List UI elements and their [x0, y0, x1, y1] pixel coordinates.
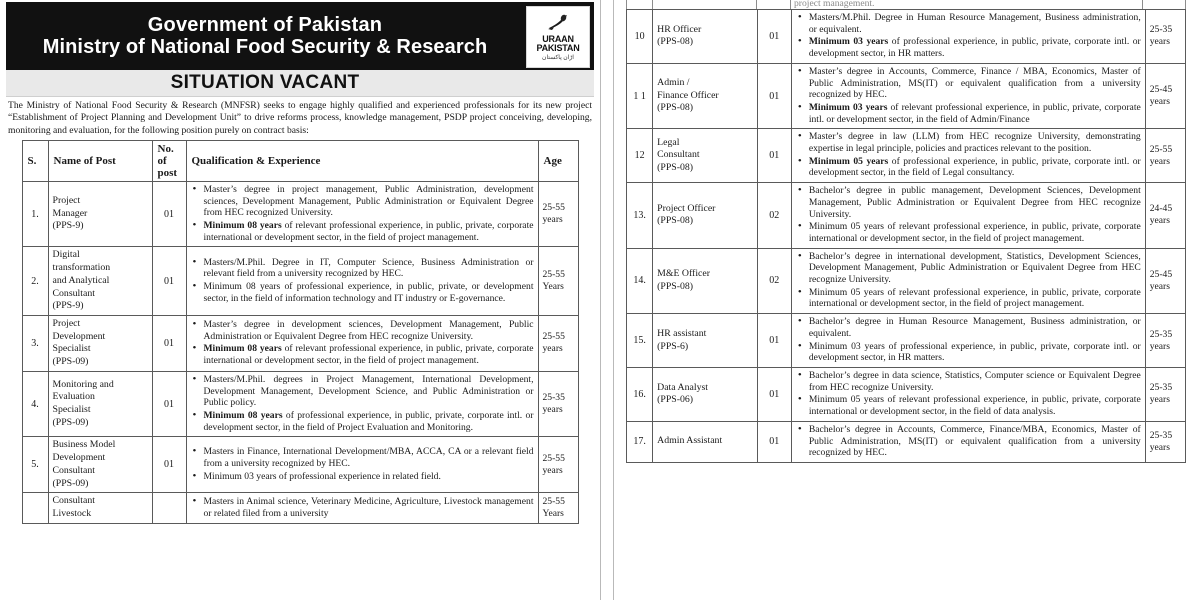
table-row — [22, 247, 578, 316]
qualification-bullet — [807, 12, 1141, 35]
qualification-bullet — [202, 471, 534, 483]
cell-age-limit: 24-45 years — [1145, 183, 1185, 249]
ministry-title: Ministry of National Food Security & Research — [42, 36, 488, 58]
uraan-pakistan-logo — [526, 6, 590, 68]
cell-serial-number: 1 1 — [627, 63, 653, 129]
post-name-lines — [53, 195, 148, 233]
post-name-lines — [657, 77, 753, 115]
cell-serial-number: 3. — [22, 315, 48, 371]
bullet-text: Bachelor’s degree in Accounts, Commerce, Finance/MBA, Economics, Master of Public Administration, MS(IT) or equivalent qualification from a university recognized by HEC. — [808, 423, 1141, 459]
post-name-line: Legal — [657, 136, 680, 148]
post-name-lines — [53, 379, 148, 430]
post-name-line: (PPS-06) — [657, 394, 694, 406]
situation-vacant-banner — [6, 70, 594, 97]
cell-name-of-post — [48, 181, 152, 247]
post-name-lines — [657, 435, 753, 448]
post-name-line: (PPS-08) — [657, 280, 694, 292]
table-row — [22, 181, 578, 247]
post-name-line: (PPS-08) — [657, 162, 694, 174]
post-name-line: Project — [52, 317, 81, 329]
cell-qualification-experience — [791, 314, 1145, 368]
qualification-bullet-list — [796, 316, 1141, 364]
qualification-bullet — [807, 102, 1141, 125]
cell-serial-number: 1. — [22, 181, 48, 247]
cell-age-limit: 25-35 years — [538, 371, 578, 437]
bullet-text: Masters/M.Phil. degrees in Project Management, International Development, Development Management, Development Science, and Public Administration or Public policy. — [203, 373, 534, 409]
cell-qualification-experience — [186, 181, 538, 247]
bullet-text: Master’s degree in Accounts, Commerce, Finance / MBA, Economics, Master of Public Administration, MS(IT) or equivalent qualification from a university recognized by HEC. — [808, 65, 1141, 101]
qualification-bullet-list — [796, 131, 1141, 179]
intro-paragraph: The Ministry of National Food Security & Research (MNFSR) seeks to engage highly qualified and experienced professionals for its new project “Establishment of Project Planning and Development Unit” to drive reforms process, knowledge management, PSDP project conceiving, developing, monitoring and evaluation, for the following position purely on contract basis: — [8, 100, 592, 136]
bullet-text: Minimum 03 years of professional experience, in public, private, corporate intl. or development sector, in HR matters. — [808, 340, 1141, 364]
post-name-line: (PPS-09) — [52, 416, 89, 428]
qualification-bullet — [807, 370, 1141, 393]
header-age: Age — [538, 140, 578, 181]
qualification-bullet — [202, 220, 534, 243]
table-row — [627, 421, 1186, 462]
header-name-of-post: Name of Post — [48, 140, 152, 181]
post-name-line: Digital — [52, 249, 80, 261]
logo-urdu-text: اڑان پاکستان — [542, 55, 574, 62]
post-name-line: (PPS-08) — [657, 215, 694, 227]
header-no-line3: post — [157, 166, 178, 179]
qualification-bullet — [202, 374, 534, 409]
table-row — [627, 10, 1186, 64]
masthead — [6, 2, 594, 70]
cell-number-of-posts: 01 — [757, 129, 791, 183]
cell-age-limit: 25-35 years — [1145, 314, 1185, 368]
qualification-bullet — [202, 446, 534, 469]
cell-age-limit: 25-55 years — [538, 315, 578, 371]
post-name-lines — [657, 268, 753, 293]
post-name-line: Development — [52, 452, 106, 464]
post-name-line: Manager — [52, 207, 88, 219]
cell-number-of-posts: 01 — [757, 63, 791, 129]
cell-qualification-experience — [791, 10, 1145, 64]
cell-qualification-experience — [791, 183, 1145, 249]
bullet-text: Masters/M.Phil. Degree in IT, Computer Science, Business Administration or relevant field from a university recognized by HEC. — [203, 256, 534, 280]
cell-age-limit: 25-55 years — [538, 437, 578, 493]
cell-number-of-posts: 01 — [757, 10, 791, 64]
post-name-line: Development — [52, 330, 106, 342]
qualification-bullet — [202, 496, 534, 519]
logo-line-1: URAAN — [542, 33, 574, 44]
cell-name-of-post — [48, 247, 152, 316]
cell-qualification-experience — [186, 247, 538, 316]
table-row — [22, 315, 578, 371]
qualification-bullet-list — [796, 66, 1141, 126]
table-header-row — [22, 140, 578, 181]
cell-age-limit: 25-55 Years — [538, 493, 578, 523]
column-gutter — [600, 0, 614, 600]
cell-name-of-post — [653, 129, 758, 183]
bullet-text: Master’s degree in law (LLM) from HEC recognize University, demonstrating expertise in legal principle, policies and practices relevant to the position. — [808, 131, 1141, 155]
cell-name-of-post — [48, 315, 152, 371]
qualification-bullet — [202, 410, 534, 433]
cell-number-of-posts: 02 — [757, 183, 791, 249]
falcon-icon — [545, 13, 571, 35]
cell-name-of-post — [48, 437, 152, 493]
post-name-line: M&E Officer — [657, 268, 710, 280]
cell-number-of-posts: 01 — [152, 437, 186, 493]
cell-serial-number: 4. — [22, 371, 48, 437]
qualification-bullet — [807, 66, 1141, 101]
qualification-bullet-list — [796, 370, 1141, 418]
header-no-line2: of — [157, 154, 167, 167]
qualification-bullet — [807, 394, 1141, 417]
cell-qualification-experience — [186, 493, 538, 523]
bullet-text: Masters/M.Phil. Degree in Human Resource Management, Business administration, or equivalent. — [808, 12, 1141, 35]
post-name-line: (PPS-09) — [52, 477, 89, 489]
table-row — [627, 314, 1186, 368]
post-name-lines — [53, 439, 148, 490]
cell-number-of-posts: 02 — [757, 248, 791, 314]
qualification-bullet — [202, 281, 534, 304]
post-name-line: (PPS-09) — [52, 356, 89, 368]
cell-age-limit: 25-55 years — [1145, 129, 1185, 183]
header-serial: S. — [22, 140, 48, 181]
post-name-line: Data Analyst — [657, 381, 709, 393]
bullet-emphasis: Minimum 08 years — [203, 410, 283, 422]
cell-number-of-posts: 01 — [757, 367, 791, 421]
cell-number-of-posts: 01 — [152, 315, 186, 371]
cell-qualification-experience — [791, 367, 1145, 421]
post-name-line: Consultant — [52, 495, 95, 507]
post-name-lines — [657, 24, 753, 49]
post-name-line: Admin Assistant — [657, 435, 723, 447]
cell-serial-number: 15. — [627, 314, 653, 368]
post-name-line: Finance Officer — [657, 89, 719, 101]
cell-name-of-post — [653, 10, 758, 64]
cell-number-of-posts: 01 — [757, 421, 791, 462]
bullet-text: Minimum 05 years of relevant professional experience, in public, private, corporate international or development sector, in the field of data analysis. — [808, 394, 1141, 418]
post-name-line: (PPS-9) — [52, 220, 84, 232]
masthead-text — [43, 14, 558, 59]
bullet-text: Minimum 08 years of professional experience, in public, private, or development sector, in the field of information technology and IT industry or E-governance. — [203, 281, 534, 304]
qualification-bullet — [807, 156, 1141, 179]
cell-name-of-post — [48, 371, 152, 437]
qualification-bullet — [807, 341, 1141, 364]
header-qualification-experience: Qualification & Experience — [186, 140, 538, 181]
cell-qualification-experience — [791, 63, 1145, 129]
post-name-line: (PPS-6) — [657, 340, 689, 352]
bullet-text: Minimum 05 years of relevant professional experience, in public, private, corporate international or development sector, in the field of project management. — [808, 286, 1141, 310]
bullet-emphasis: Minimum 08 years — [203, 343, 282, 355]
qualification-bullet — [807, 36, 1141, 59]
cell-qualification-experience — [186, 315, 538, 371]
cell-age-limit: 25-55 Years — [538, 247, 578, 316]
post-name-lines — [657, 382, 753, 407]
cell-serial-number — [22, 493, 48, 523]
post-name-lines — [53, 318, 148, 369]
cell-name-of-post — [653, 63, 758, 129]
cell-name-of-post — [653, 314, 758, 368]
cell-serial-number: 10 — [627, 10, 653, 64]
cell-number-of-posts — [152, 493, 186, 523]
post-name-line: and Analytical — [52, 274, 110, 286]
cell-serial-number: 16. — [627, 367, 653, 421]
cell-qualification-experience — [186, 437, 538, 493]
cell-number-of-posts: 01 — [152, 371, 186, 437]
cell-serial-number: 14. — [627, 248, 653, 314]
qualification-bullet-list — [191, 446, 534, 482]
table-row — [22, 371, 578, 437]
cell-serial-number: 12 — [627, 129, 653, 183]
post-name-lines — [53, 249, 148, 313]
post-name-line: (PPS-9) — [52, 300, 84, 312]
qualification-bullet — [807, 185, 1141, 220]
post-name-line: Specialist — [52, 404, 91, 416]
qualification-bullet — [807, 221, 1141, 244]
bullet-emphasis: Minimum 08 years — [203, 219, 282, 231]
cell-number-of-posts: 01 — [152, 181, 186, 247]
right-table-body — [627, 10, 1186, 463]
post-name-line: Project Officer — [657, 202, 716, 214]
post-name-line: Project — [52, 194, 81, 206]
post-name-line: Business Model — [52, 439, 116, 451]
bullet-emphasis: Minimum 05 years — [808, 155, 889, 167]
bullet-text: Bachelor’s degree in public management, Development Sciences, Development Management, Public Administration or Equivalent Degree from HEC recognize University. — [808, 185, 1141, 220]
clipped-text: project management. — [794, 0, 875, 9]
cell-qualification-experience — [186, 371, 538, 437]
cell-qualification-experience — [791, 129, 1145, 183]
qualification-bullet-list — [191, 374, 534, 434]
post-name-lines — [657, 137, 753, 175]
bullet-text: Minimum 03 years of professional experience in related field. — [203, 470, 441, 482]
qualification-bullet — [807, 316, 1141, 339]
bullet-text: of relevant professional experience, in public, private, corporate international or development sector, in the field of project management. — [203, 343, 534, 367]
table-row — [22, 493, 578, 523]
cell-name-of-post — [653, 421, 758, 462]
post-name-line: Monitoring and — [52, 378, 114, 390]
cell-age-limit: 25-35 years — [1145, 367, 1185, 421]
bullet-text: Bachelor’s degree in international development, Statistics, Development Sciences, Development Management, Public Administration or Equivalent Degree from HEC recognize University. — [808, 250, 1141, 286]
bullet-text: Bachelor’s degree in data science, Statistics, Computer science or Equivalent Degree from HEC recognize University. — [808, 369, 1141, 393]
qualification-bullet-list — [191, 319, 534, 367]
qualification-bullet — [202, 257, 534, 280]
cell-name-of-post — [653, 248, 758, 314]
post-name-lines — [657, 328, 753, 353]
table-row — [627, 183, 1186, 249]
cell-name-of-post — [48, 493, 152, 523]
post-name-line: Specialist — [52, 343, 91, 355]
clipped-top-row — [626, 0, 1186, 9]
qualification-bullet — [202, 184, 534, 219]
bullet-text: Minimum 05 years of relevant professional experience, in public, private, corporate international or development sector, in the field of project management. — [808, 221, 1141, 244]
cell-name-of-post — [653, 183, 758, 249]
post-name-line: HR Officer — [657, 23, 702, 35]
right-page-column — [614, 0, 1200, 600]
bullet-text: Master’s degree in development sciences, Development Management, Public Administration or Equivalent Degree from HEC recognize University. — [203, 319, 534, 342]
qualification-bullet — [807, 251, 1141, 286]
post-name-line: Evaluation — [52, 391, 95, 403]
table-row — [627, 129, 1186, 183]
qualification-bullet — [202, 319, 534, 342]
bullet-text: of professional experience, in public, private, corporate intl. or development sector, in HR matters. — [808, 36, 1141, 60]
table-row — [627, 367, 1186, 421]
post-name-line: Consultant — [52, 464, 95, 476]
qualification-bullet — [807, 424, 1141, 459]
cell-serial-number: 2. — [22, 247, 48, 316]
bullet-text: Masters in Finance, International Development/MBA, ACCA, CA or a relevant field from a university recognized by HEC. — [203, 446, 534, 470]
bullet-text: Master’s degree in project management, Public Administration, development sciences, Development Management, Public Administration or Equivalent Degree from HEC recognized University. — [203, 183, 534, 219]
qualification-bullet-list — [796, 251, 1141, 311]
table-row — [22, 437, 578, 493]
table-row — [627, 63, 1186, 129]
post-name-lines — [53, 495, 148, 520]
qualification-bullet-list — [796, 12, 1141, 60]
post-name-line: Consultant — [657, 149, 700, 161]
cell-qualification-experience — [791, 248, 1145, 314]
cell-serial-number: 13. — [627, 183, 653, 249]
cell-number-of-posts: 01 — [152, 247, 186, 316]
qualification-bullet — [807, 287, 1141, 310]
bullet-text: of professional experience, in public, private, corporate intl. or development sector, in the field of Legal consultancy. — [808, 155, 1141, 179]
bullet-emphasis: Minimum 03 years — [808, 36, 889, 48]
bullet-text: of relevant professional experience, in public, private, corporate international or development sector, in the field of project management. — [203, 219, 534, 243]
logo-line-2: PAKISTAN — [536, 43, 580, 53]
cell-age-limit: 25-35 years — [1145, 421, 1185, 462]
post-name-line: HR assistant — [657, 327, 707, 339]
header-no-of-post — [152, 140, 186, 181]
bullet-emphasis: Minimum 03 years — [808, 101, 888, 113]
post-name-line: (PPS-08) — [657, 36, 694, 48]
cell-age-limit: 25-55 years — [538, 181, 578, 247]
qualification-bullet-list — [796, 424, 1141, 459]
qualification-bullet — [202, 343, 534, 366]
bullet-text: Bachelor’s degree in Human Resource Management, Business administration, or equivalent. — [808, 316, 1141, 339]
qualification-bullet-list — [191, 184, 534, 244]
post-name-lines — [657, 203, 753, 228]
qualification-bullet-list — [796, 185, 1141, 245]
post-name-line: Consultant — [52, 287, 95, 299]
cell-age-limit: 25-35 years — [1145, 10, 1185, 64]
qualification-bullet — [807, 131, 1141, 154]
left-table-body — [22, 181, 578, 523]
cell-qualification-experience — [791, 421, 1145, 462]
post-name-line: (PPS-08) — [657, 102, 694, 114]
post-name-line: transformation — [52, 262, 111, 274]
cell-serial-number: 5. — [22, 437, 48, 493]
post-name-line: Livestock — [52, 508, 92, 520]
cell-age-limit: 25-45 years — [1145, 63, 1185, 129]
qualification-bullet-list — [191, 257, 534, 305]
cell-serial-number: 17. — [627, 421, 653, 462]
bullet-text: of relevant professional experience, in public, private, corporate intl. or development sector, in the field of Admin/Finance — [808, 101, 1141, 125]
table-row — [627, 248, 1186, 314]
bullet-text: Masters in Animal science, Veterinary Medicine, Agriculture, Livestock management or related filed from a university — [203, 495, 534, 519]
cell-name-of-post — [653, 367, 758, 421]
qualification-bullet-list — [191, 496, 534, 519]
bullet-text: of professional experience, in public, private, corporate intl. or development sector, in the field of Project Evaluation and Monitoring. — [203, 410, 534, 433]
cell-number-of-posts: 01 — [757, 314, 791, 368]
header-no-line1: No. — [157, 142, 174, 155]
government-title: Government of Pakistan — [147, 13, 383, 36]
post-name-line: Admin / — [657, 76, 690, 88]
left-jobs-table — [22, 140, 579, 524]
cell-age-limit: 25-45 years — [1145, 248, 1185, 314]
banner-title: SITUATION VACANT — [170, 72, 360, 93]
right-jobs-table — [626, 9, 1186, 463]
